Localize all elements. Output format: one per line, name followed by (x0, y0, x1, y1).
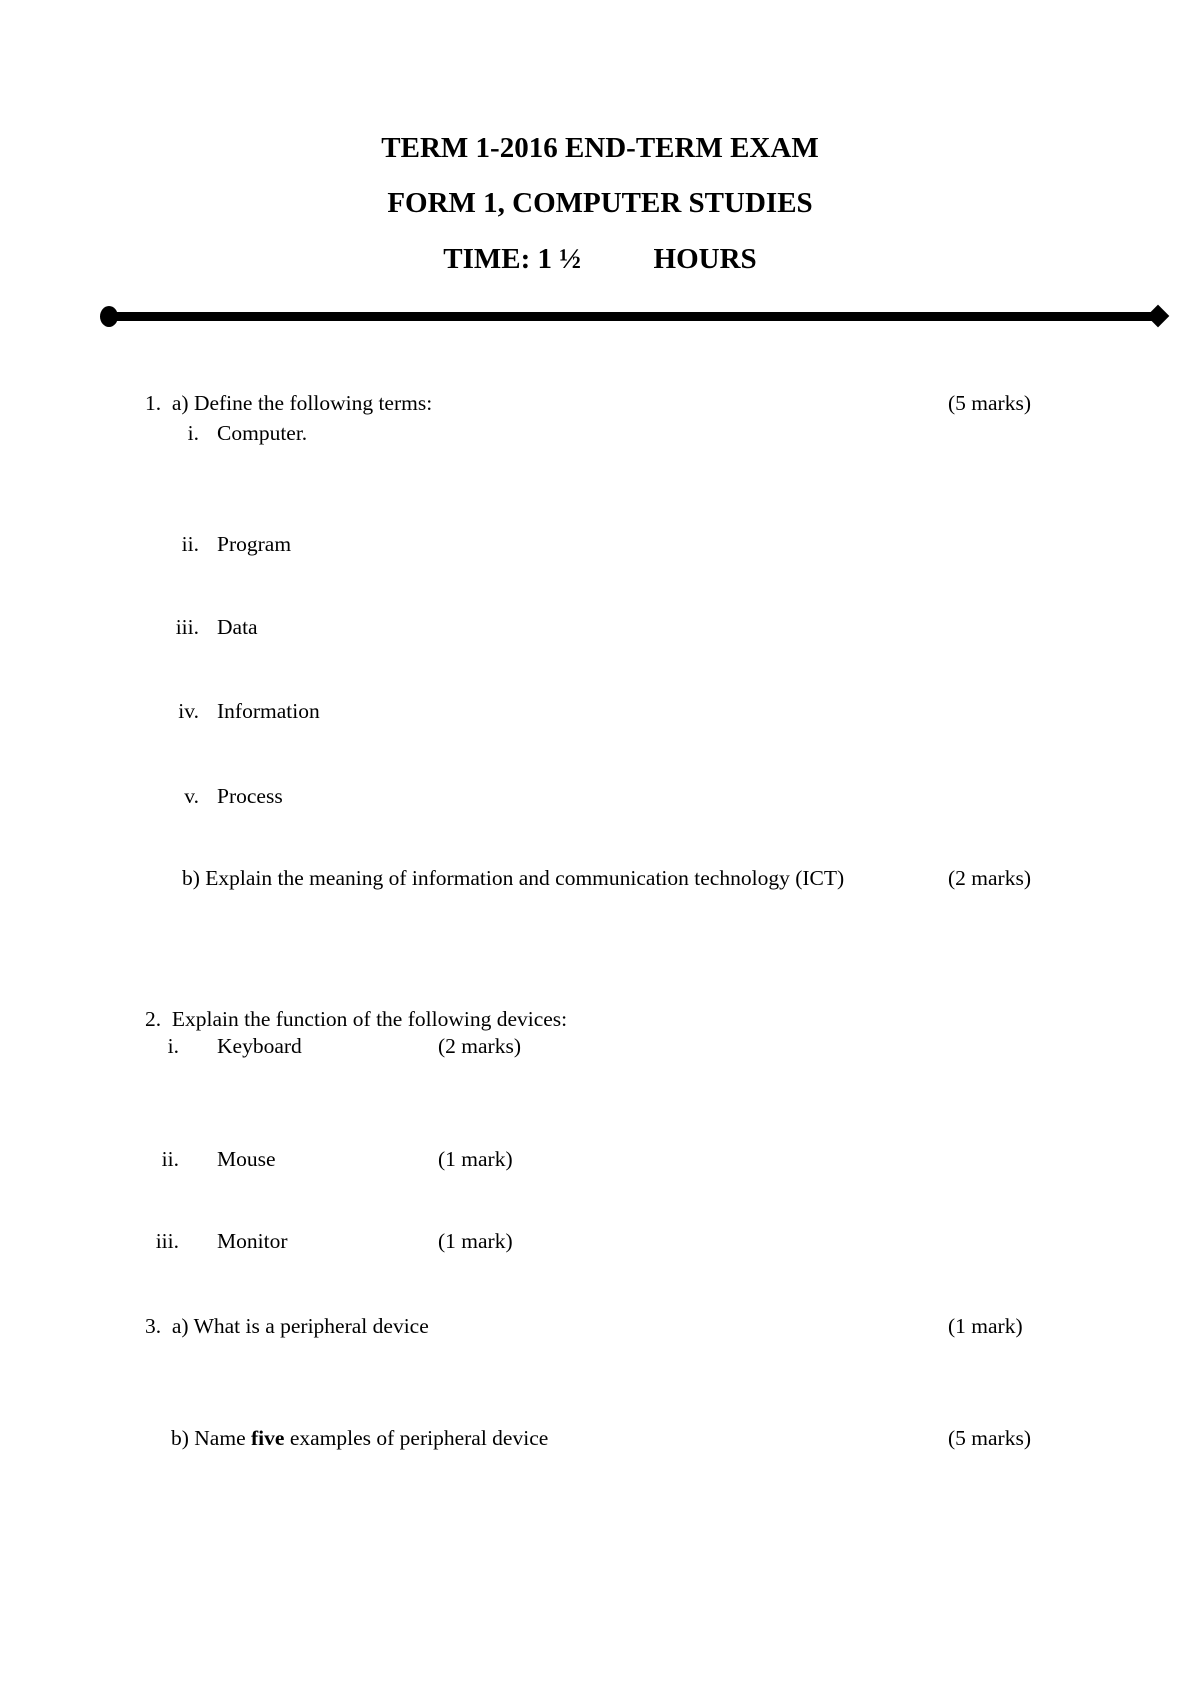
q1a-text: 1. a) Define the following terms: (145, 391, 433, 415)
q1b-text: b) Explain the meaning of information and communication technology (ICT) (182, 866, 845, 890)
q1-item-num: iv. (178, 699, 199, 723)
q2-item-label: Monitor (217, 1229, 288, 1253)
q2-item-marks: (1 mark) (438, 1229, 513, 1253)
q2-text: 2. Explain the function of the following devices: (145, 1007, 568, 1031)
exam-time: TIME: 1 ½ HOURS (443, 243, 757, 275)
exam-subtitle: FORM 1, COMPUTER STUDIES (387, 187, 813, 219)
q1-item-num: iii. (175, 615, 199, 639)
q3b-text (171, 1425, 548, 1451)
q1-item-label: Data (217, 615, 258, 639)
q3b-pre: b) Name (171, 1426, 251, 1450)
q3a-marks: (1 mark) (948, 1314, 1023, 1338)
q2-item-num: iii. (155, 1229, 179, 1253)
q1b-marks: (2 marks) (948, 866, 1031, 890)
q3b-post: examples of peripheral device (284, 1426, 549, 1450)
q3a-text: 3. a) What is a peripheral device (145, 1314, 429, 1338)
q1-item-label: Computer. (217, 421, 308, 445)
q2-item-marks: (1 mark) (438, 1147, 513, 1171)
q3b-emphasis: five (251, 1426, 285, 1450)
q1-item-label: Process (217, 784, 283, 808)
q2-item-label: Keyboard (217, 1034, 302, 1058)
q2-item-num: i. (167, 1034, 179, 1058)
q1-item-label: Information (217, 699, 320, 723)
q1-item-label: Program (217, 532, 292, 556)
exam-title: TERM 1-2016 END-TERM EXAM (381, 132, 819, 164)
q1a-marks: (5 marks) (948, 391, 1031, 415)
q2-item-num: ii. (161, 1147, 179, 1171)
q1-item-num: i. (187, 421, 199, 445)
q1-item-num: ii. (181, 532, 199, 556)
q3b-marks: (5 marks) (948, 1426, 1031, 1450)
q2-item-marks: (2 marks) (438, 1034, 521, 1058)
q1-item-num: v. (184, 784, 199, 808)
q2-item-label: Mouse (217, 1147, 276, 1171)
